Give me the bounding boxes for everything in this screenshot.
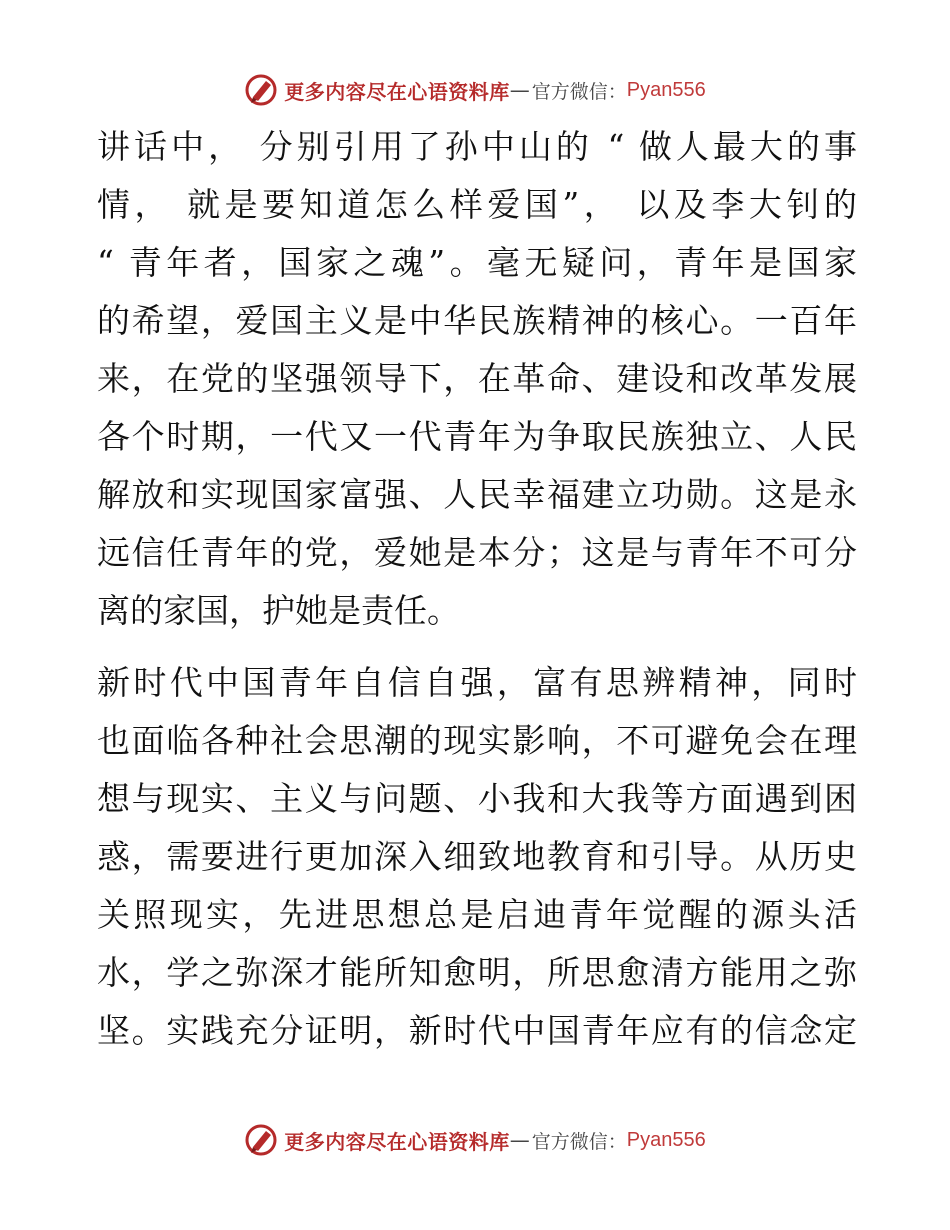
text-line: 的希望，爱国主义是中华民族精神的核心。一百年 — [97, 301, 857, 340]
pen-logo-icon — [244, 1123, 278, 1157]
text-line: 各个时期，一代又一代青年为争取民族独立、人民 — [97, 417, 857, 456]
text-line: “ 青年者，国家之魂”。毫无疑问，青年是国家 — [97, 243, 857, 282]
text-line: 惑，需要进行更加深入细致地教育和引导。从历史 — [97, 837, 857, 876]
text-line: 离的家国，护她是责任。 — [97, 591, 460, 630]
paragraph-gap — [97, 640, 857, 654]
paragraph-1 — [97, 118, 857, 640]
text-line: 关照现实，先进思想总是启迪青年觉醒的源头活 — [97, 895, 857, 934]
footer-site-text: 更多内容尽在心语资料库 — [284, 1129, 510, 1154]
header-wechat-label: 官方微信： — [531, 80, 627, 103]
header-dash: — — [509, 78, 530, 102]
footer-wechat-id: Pyan556 — [626, 1128, 706, 1151]
text-line: 水，学之弥深才能所知愈明，所思愈清方能用之弥 — [97, 953, 857, 992]
header-wechat-id: Pyan556 — [626, 78, 706, 101]
text-line: 想与现实、主义与问题、小我和大我等方面遇到困 — [97, 779, 857, 818]
paragraph-2 — [97, 654, 857, 1060]
text-line: 来，在党的坚强领导下，在革命、建设和改革发展 — [97, 359, 857, 398]
document-body — [97, 118, 857, 1060]
footer-wechat-label: 官方微信： — [531, 1130, 627, 1153]
text-line: 情， 就是要知道怎么样爱国”， 以及李大钊的 — [97, 185, 857, 224]
footer-dash: — — [509, 1128, 530, 1152]
text-line: 讲话中， 分别引用了孙中山的 “ 做人最大的事 — [97, 127, 857, 166]
text-line: 解放和实现国家富强、人民幸福建立功勋。这是永 — [97, 475, 857, 514]
pen-logo-icon — [244, 73, 278, 107]
header-site-text: 更多内容尽在心语资料库 — [284, 79, 510, 104]
text-line: 坚。实践充分证明，新时代中国青年应有的信念定 — [97, 1011, 857, 1050]
text-line: 远信任青年的党，爱她是本分；这是与青年不可分 — [97, 533, 857, 572]
footer-banner — [0, 1120, 950, 1160]
text-line: 也面临各种社会思潮的现实影响，不可避免会在理 — [97, 721, 857, 760]
header-banner — [0, 70, 950, 110]
text-line: 新时代中国青年自信自强，富有思辨精神，同时 — [97, 663, 857, 702]
